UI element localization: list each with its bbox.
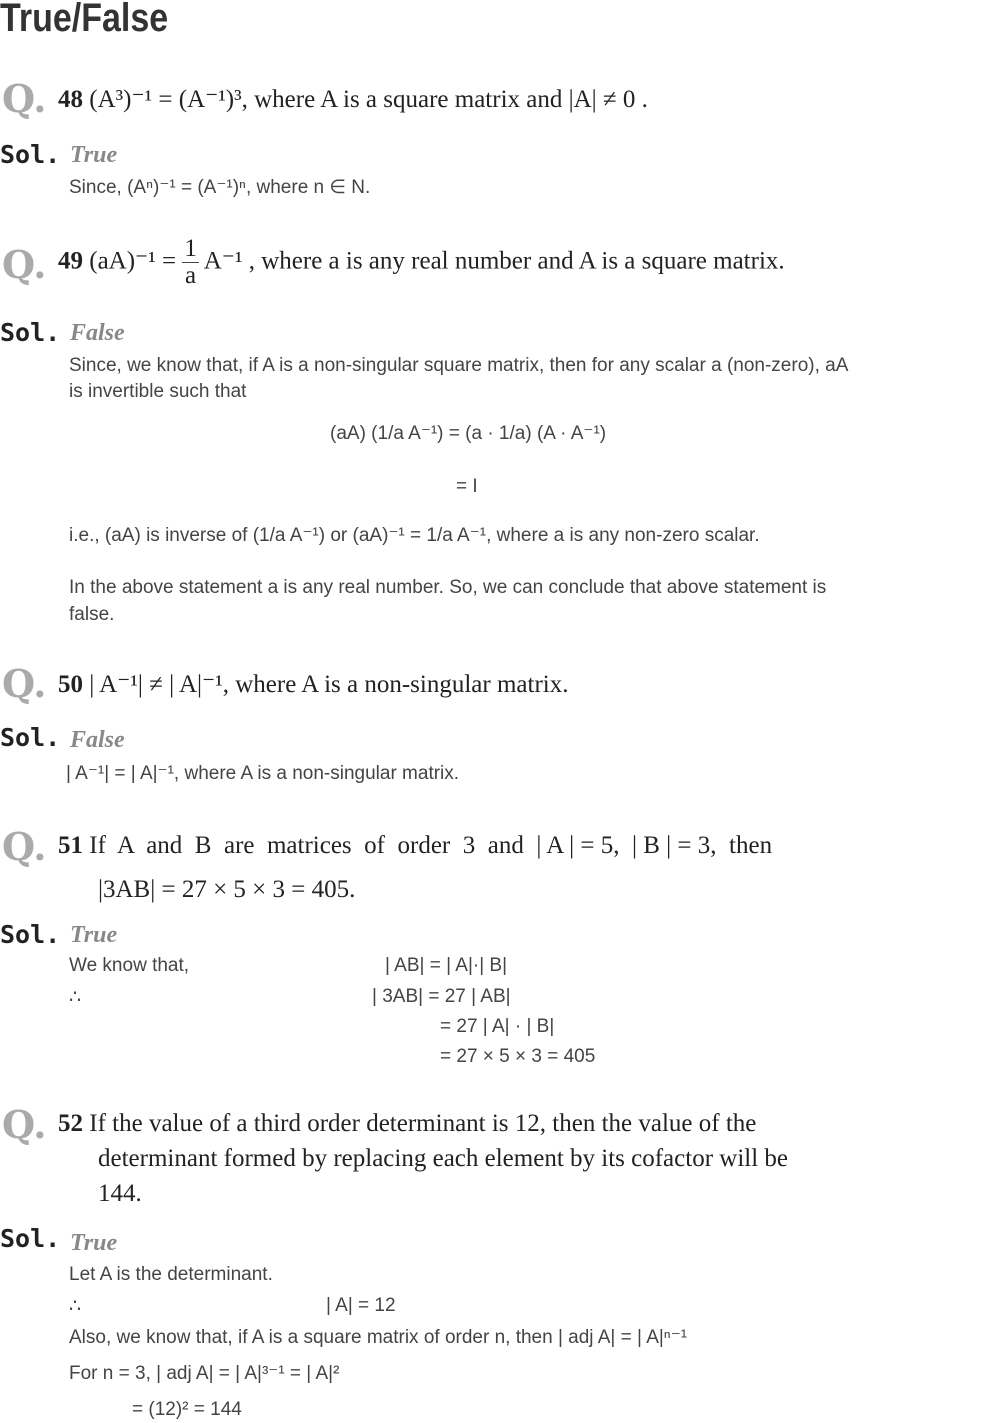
q-mark: Q. — [2, 824, 47, 869]
q-mark: Q. — [2, 76, 47, 121]
question-52-cont: 144. — [98, 1180, 142, 1207]
answer-49: False — [70, 320, 125, 346]
therefore-symbol: ∴ — [69, 1296, 82, 1317]
q-mark: Q. — [2, 242, 47, 287]
equation-line: = 27 | A| · | B| — [440, 1016, 555, 1037]
answer-50: False — [70, 727, 125, 753]
question-49: 49 (aA)⁻¹ = $\frac{1}{a}$ A⁻¹ , where a is any real number and A is a square matrix. — [58, 235, 785, 290]
equation-line: = (12)² = 144 — [132, 1399, 242, 1420]
sol-label: Sol. — [0, 140, 61, 169]
q-mark: Q. — [2, 1102, 47, 1147]
equation-line: | AB| = | A|·| B| — [385, 955, 508, 976]
section-title: True/False — [0, 0, 169, 40]
answer-52: True — [70, 1230, 118, 1256]
answer-48: True — [70, 142, 118, 168]
question-48: 48 (A³)⁻¹ = (A⁻¹)³, where A is a square matrix and |A| ≠ 0 . — [58, 86, 648, 113]
solution-line: | A⁻¹| = | A|⁻¹, where A is a non-singular matrix. — [66, 763, 460, 784]
question-52: 52 If the value of a third order determinant is 12, then the value of the — [58, 1110, 757, 1137]
solution-line: Since, (Aⁿ)⁻¹ = (A⁻¹)ⁿ, where n ∈ N. — [69, 177, 371, 198]
question-51: 51 If A and B are matrices of order 3 and | A | = 5, | B | = 3, then — [58, 832, 773, 859]
solution-line: For n = 3, | adj A| = | A|³⁻¹ = | A|² — [69, 1363, 340, 1384]
solution-line: Since, we know that, if A is a non-singular square matrix, then for any scalar a (non-zero), aA — [69, 355, 849, 376]
question-50: 50 | A⁻¹| ≠ | A|⁻¹, where A is a non-singular matrix. — [58, 671, 569, 698]
sol-label: Sol. — [0, 1224, 61, 1253]
sol-label: Sol. — [0, 318, 61, 347]
equation-line: | A| = 12 — [326, 1295, 396, 1316]
solution-line: false. — [69, 604, 115, 625]
solution-line: In the above statement a is any real number. So, we can conclude that above statement is — [69, 577, 827, 598]
sol-label: Sol. — [0, 920, 61, 949]
answer-51: True — [70, 922, 118, 948]
solution-line: We know that, — [69, 955, 190, 976]
equation-line: = 27 × 5 × 3 = 405 — [440, 1046, 596, 1067]
q-mark: Q. — [2, 661, 47, 706]
therefore-symbol: ∴ — [69, 987, 82, 1008]
question-51-cont: |3AB| = 27 × 5 × 3 = 405. — [98, 876, 356, 903]
equation-line: = I — [456, 476, 478, 497]
equation-line: | 3AB| = 27 | AB| — [372, 986, 511, 1007]
solution-line: i.e., (aA) is inverse of (1/a A⁻¹) or (aA)⁻¹ = 1/a A⁻¹, where a is any non-zero scalar. — [69, 525, 760, 546]
equation-line: (aA) (1/a A⁻¹) = (a · 1/a) (A · A⁻¹) — [330, 423, 607, 444]
solution-line: Let A is the determinant. — [69, 1264, 273, 1285]
solution-line: is invertible such that — [69, 381, 247, 402]
solution-line: Also, we know that, if A is a square matrix of order n, then | adj A| = | A|ⁿ⁻¹ — [69, 1327, 688, 1348]
question-52-cont: determinant formed by replacing each element by its cofactor will be — [98, 1145, 789, 1172]
sol-label: Sol. — [0, 723, 61, 752]
